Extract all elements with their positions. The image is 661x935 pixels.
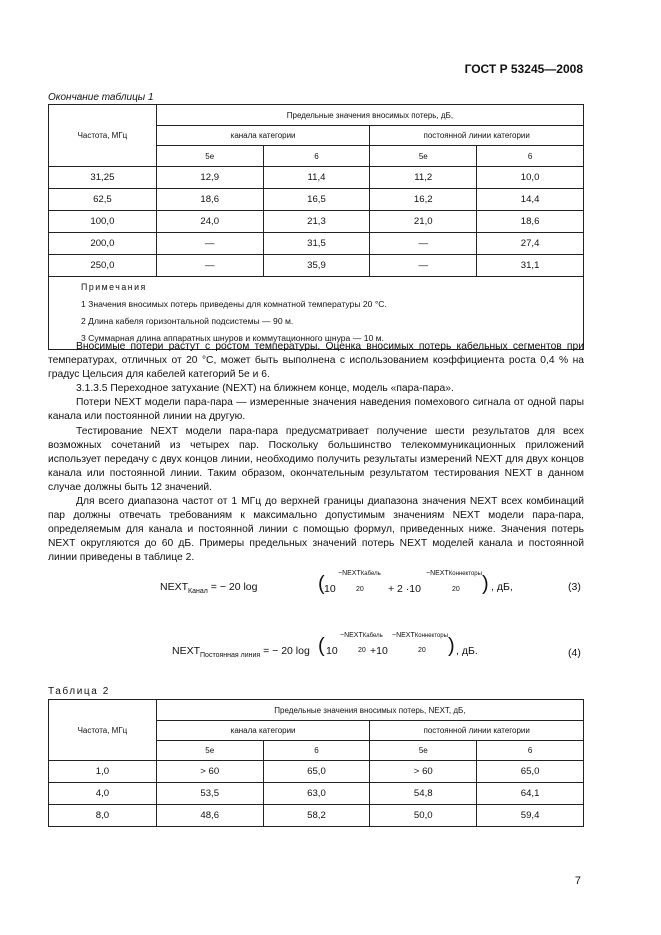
- table1-notes: [49, 277, 584, 350]
- table-row: [49, 761, 584, 783]
- exp: −NEXT: [340, 632, 363, 639]
- cell: 65,0: [263, 761, 370, 783]
- cell: —: [370, 255, 477, 277]
- cell: 54,8: [370, 783, 477, 805]
- cell: 250,0: [49, 255, 157, 277]
- formula-lhs-sub: Постоянная линия: [200, 652, 261, 659]
- cell: 16,2: [370, 189, 477, 211]
- note: 2 Длина кабеля горизонтальной подсистемы — 90 м.: [81, 316, 294, 326]
- t1-head-channel: канала категории: [156, 126, 370, 146]
- formula-unit: , дБ,: [491, 581, 513, 593]
- t2-head-perm: постоянной линии категории: [370, 721, 584, 741]
- t1-cat: 5е: [156, 146, 263, 167]
- cell: 21,3: [263, 211, 370, 233]
- t1-head-freq: Частота, МГц: [49, 105, 157, 167]
- note: 3 Суммарная длина аппаратных шнуров и коммутационного шнура — 10 м.: [81, 333, 384, 343]
- cell: 53,5: [156, 783, 263, 805]
- cell: —: [156, 233, 263, 255]
- t2-cat: 6: [263, 741, 370, 761]
- t1-head-group: Предельные значения вносимых потерь, дБ,: [156, 105, 583, 126]
- formula-lhs: NEXT: [160, 581, 189, 593]
- cell: 14,4: [477, 189, 584, 211]
- cell: 18,6: [477, 211, 584, 233]
- exp-den: 20: [358, 647, 366, 654]
- cell: 50,0: [370, 805, 477, 827]
- paragraph: Для всего диапазона частот от 1 МГц до верхней границы диапазона значения NEXT всех комбинаций пар должны отвечать требованиям к максимально допустимым значениям NEXT модели пара-пара, определяемым для канала и постоянной линии с помощью формул, приведенных ниже. Значения потерь NEXT округляются до 60 дБ. Примеры предельных значений потерь NEXT моделей канала и постоянной линии приведены в таблице 2.: [48, 496, 584, 564]
- cell: —: [370, 233, 477, 255]
- body-text: [48, 340, 584, 566]
- exp-den: 20: [356, 586, 364, 593]
- paragraph: 3.1.3.5 Переходное затухание (NEXT) на ближнем конце, модель «пара-пара».: [76, 383, 454, 395]
- cell: 8,0: [49, 805, 157, 827]
- exp-den: 20: [452, 586, 460, 593]
- formula-eq: = − 20 log: [210, 581, 258, 593]
- formula-unit: , дБ.: [456, 645, 478, 657]
- cell: 11,2: [370, 167, 477, 189]
- formula-base: 10: [326, 645, 338, 657]
- cell: 35,9: [263, 255, 370, 277]
- cell: 31,5: [263, 233, 370, 255]
- table1: [48, 104, 584, 350]
- cell: > 60: [370, 761, 477, 783]
- formula-lhs: NEXT: [172, 645, 201, 657]
- cell: 63,0: [263, 783, 370, 805]
- cell: 59,4: [477, 805, 584, 827]
- formula-number: (4): [568, 647, 581, 659]
- formula-plus: +10: [370, 645, 388, 657]
- table-row: [49, 167, 584, 189]
- t2-cat: 6: [477, 741, 584, 761]
- cell: 21,0: [370, 211, 477, 233]
- cell: 65,0: [477, 761, 584, 783]
- cell: 31,1: [477, 255, 584, 277]
- t2-cat: 5е: [156, 741, 263, 761]
- t2-head-channel: канала категории: [156, 721, 370, 741]
- exp-den: 20: [418, 647, 426, 654]
- note: 1 Значения вносимых потерь приведены для комнатной температуры 20 °С.: [81, 299, 387, 309]
- formula-number: (3): [568, 581, 581, 593]
- formula-plus: + 2 ·10: [388, 583, 421, 595]
- formula-eq: = − 20 log: [263, 645, 310, 657]
- exp: −NEXT: [392, 632, 415, 639]
- t1-cat: 6: [477, 146, 584, 167]
- notes-heading: Примечания: [81, 282, 147, 292]
- t2-cat: 5е: [370, 741, 477, 761]
- table-row: [49, 805, 584, 827]
- t2-head-freq: Частота, МГц: [49, 700, 157, 761]
- formula-base: 10: [324, 583, 336, 595]
- cell: 10,0: [477, 167, 584, 189]
- paragraph: Вносимые потери растут с ростом температуры. Оценка вносимых потерь кабельных сегментов при температурах, отличных от 20 °С, может быть выполнена с использованием коэффициента роста 0,4 % на градус Цельсия для кабелей категорий 5е и 6.: [48, 341, 584, 381]
- formula-lhs-sub: Канал: [188, 588, 208, 595]
- cell: 24,0: [156, 211, 263, 233]
- exp-sub: Кабель: [362, 633, 383, 639]
- table-row: [49, 255, 584, 277]
- cell: 62,5: [49, 189, 157, 211]
- cell: —: [156, 255, 263, 277]
- page-number: 7: [574, 875, 581, 887]
- cell: 48,6: [156, 805, 263, 827]
- table2: [48, 699, 584, 827]
- table2-caption: Таблица 2: [48, 686, 110, 697]
- table-row: [49, 783, 584, 805]
- table-row: [49, 233, 584, 255]
- cell: 12,9: [156, 167, 263, 189]
- cell: 58,2: [263, 805, 370, 827]
- cell: 27,4: [477, 233, 584, 255]
- cell: > 60: [156, 761, 263, 783]
- paragraph: Тестирование NEXT модели пара-пара предусматривает получение шести результатов для всех возможных сочетаний из четырех пар. Поскольку большинство телекоммуникационных приложений использует передачу с двух концов линии, необходимо получить результаты измерений NEXT для двух концов канала или постоянной линии. Таким образом, окончательным результатом тестирования NEXT в данном случае должны быть 12 значений.: [48, 425, 584, 493]
- t2-head-group: Предельные значения вносимых потерь, NEXT, дБ,: [156, 700, 583, 721]
- t1-cat: 6: [263, 146, 370, 167]
- t1-head-perm: постоянной линии категории: [370, 126, 584, 146]
- table-row: [49, 211, 584, 233]
- cell: 64,1: [477, 783, 584, 805]
- exp-sub: Кабель: [360, 571, 381, 577]
- cell: 100,0: [49, 211, 157, 233]
- t1-cat: 5е: [370, 146, 477, 167]
- exp: −NEXT: [338, 570, 361, 577]
- paragraph: Потери NEXT модели пара-пара — измеренные значения наведения помехового сигнала от одной пары канала или постоянной линии на другую.: [48, 397, 584, 423]
- cell: 18,6: [156, 189, 263, 211]
- cell: 11,4: [263, 167, 370, 189]
- cell: 1,0: [49, 761, 157, 783]
- cell: 16,5: [263, 189, 370, 211]
- exp-sub: Коннекторы: [414, 633, 448, 639]
- document-header: ГОСТ Р 53245—2008: [464, 62, 583, 76]
- cell: 4,0: [49, 783, 157, 805]
- cell: 31,25: [49, 167, 157, 189]
- table-row: [49, 189, 584, 211]
- exp: −NEXT: [426, 570, 449, 577]
- exp-sub: Коннекторы: [448, 571, 482, 577]
- cell: 200,0: [49, 233, 157, 255]
- table1-caption: Окончание таблицы 1: [48, 92, 154, 103]
